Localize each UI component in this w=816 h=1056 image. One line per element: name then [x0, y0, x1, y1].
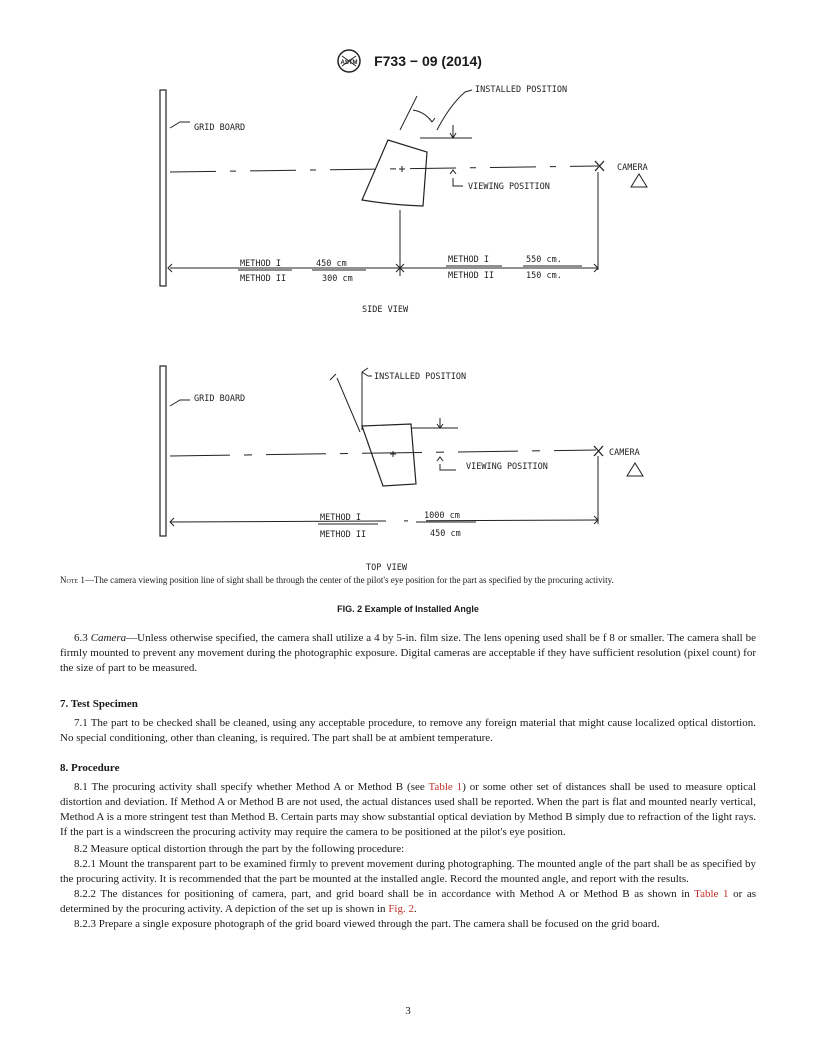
- top-part-center: [390, 451, 396, 457]
- side-part-shape: [362, 140, 427, 206]
- top-grid-board: [160, 366, 166, 536]
- heading-test-specimen: 7. Test Specimen: [60, 698, 138, 710]
- side-camera-warning-icon: [631, 174, 647, 187]
- side-view-diagram: [160, 90, 647, 286]
- side-left-method-2: METHOD II: [240, 274, 287, 284]
- table-1-link-2[interactable]: Table 1: [694, 888, 729, 900]
- paragraph-8-2-2: 8.2.2 The distances for positioning of camera, part, and grid board shall be in accordance with Method A or Method B as shown in Table 1 or as determined by the procuring activity. A depiction of the set up is shown in Fig. 2.: [60, 888, 757, 915]
- side-left-dist-2: 300 cm: [322, 274, 353, 284]
- section-7: [60, 697, 756, 746]
- paragraph-8-1: 8.1 The procuring activity shall specify whether Method A or Method B (see Table 1) or some other set of distances shall be used to measure optical distortion and deviation. If Method A or Method B are not used, the actual distances used shall be reported. When the part is flat and mounted nearly vertical, Method A is a more stringent test than Method B. Certain parts may show substantial optical deviation by Method B simply due to refraction of the light rays. If the part is a windscreen the procuring activity may require the camera to be positioned at the pilot's eye position.: [60, 781, 756, 838]
- top-camera-warning-icon: [627, 463, 643, 476]
- fig-2-link[interactable]: Fig. 2: [388, 903, 414, 915]
- side-installed-position-label: INSTALLED POSITION: [475, 85, 568, 95]
- top-installed-line: [337, 378, 360, 432]
- side-right-dist-1: 550 cm.: [526, 255, 562, 265]
- side-grid-board: [160, 90, 166, 286]
- camera-term: Camera: [90, 632, 127, 644]
- top-sight-line: [170, 450, 596, 456]
- side-installed-line: [400, 96, 417, 130]
- top-view-caption: TOP VIEW: [366, 563, 407, 570]
- side-view-caption: SIDE VIEW: [362, 305, 409, 315]
- top-view-diagram: [160, 366, 643, 536]
- paragraph-8-2-1: 8.2.1 Mount the transparent part to be examined firmly to prevent movement during photographing. The mounted angle of the part shall be as specified by the procuring activity. It is recommended that the part be mounted at the installed angle. Record the mounted angle, and report with the results.: [60, 858, 756, 885]
- side-part-center: [399, 166, 405, 172]
- figure-caption: FIG. 2 Example of Installed Angle: [337, 604, 479, 614]
- paragraph-8-2-3: 8.2.3 Prepare a single exposure photograph of the grid board viewed through the part. The camera shall be focused on the grid board.: [74, 918, 660, 930]
- top-viewing-position-label: VIEWING POSITION: [466, 462, 548, 472]
- side-angle-arc: [413, 110, 432, 122]
- note-label: Note 1: [60, 575, 85, 585]
- side-right-dist-2: 150 cm.: [526, 271, 562, 281]
- paragraph-8-2: 8.2 Measure optical distortion through the part by the following procedure:: [74, 843, 405, 855]
- side-viewing-leader: [450, 170, 463, 186]
- top-method-1: METHOD I: [320, 513, 361, 523]
- note-text: —The camera viewing position line of sight shall be through the center of the pilot's eye position for the part as specified by the procuring activity.: [84, 575, 614, 585]
- heading-procedure: 8. Procedure: [60, 762, 120, 774]
- top-dim-line: [170, 520, 598, 522]
- side-grid-board-leader: [170, 122, 190, 128]
- side-camera-label: CAMERA: [617, 163, 648, 173]
- logo-text: ASTM: [340, 60, 358, 66]
- top-camera-mark: [594, 446, 603, 456]
- page-number: 3: [405, 1005, 411, 1017]
- top-camera-label: CAMERA: [609, 448, 640, 458]
- top-dist-2: 450 cm: [430, 529, 461, 539]
- side-viewing-position-label: VIEWING POSITION: [468, 182, 550, 192]
- figure-note: [60, 575, 756, 586]
- top-installed-position-label: INSTALLED POSITION: [374, 372, 467, 382]
- paragraph-6-3: 6.3 Camera—Unless otherwise specified, the camera shall utilize a 4 by 5-in. film size. The lens opening used shall be f 8 or smaller. The camera shall be firmly mounted to prevent any movement during the photographic exposure. Digital cameras are acceptable if they have sufficient resolution (pixel count) for the size of part to be measured.: [60, 632, 757, 674]
- side-sight-line: [170, 166, 598, 172]
- top-method-2: METHOD II: [320, 530, 367, 540]
- top-dist-1: 1000 cm: [424, 511, 460, 521]
- section-8: [60, 761, 756, 932]
- paragraph-7-1: 7.1 The part to be checked shall be cleaned, using any acceptable procedure, to remove any foreign material that might cause localized optical distortion. No special conditioning, other than cleaning, is required. The part shall be at ambient temperature.: [60, 717, 756, 744]
- side-installed-leader: [437, 90, 472, 130]
- side-right-method-1: METHOD I: [448, 255, 489, 265]
- table-1-link[interactable]: Table 1: [428, 781, 463, 793]
- section-6-3: [60, 631, 756, 676]
- top-grid-board-leader: [170, 400, 190, 406]
- top-grid-board-label: GRID BOARD: [194, 394, 246, 404]
- side-left-dist-1: 450 cm: [316, 259, 347, 269]
- side-left-method-1: METHOD I: [240, 259, 281, 269]
- side-grid-board-label: GRID BOARD: [194, 123, 246, 133]
- side-right-method-2: METHOD II: [448, 271, 495, 281]
- top-viewing-leader: [437, 457, 456, 470]
- document-designation: F733 − 09 (2014): [374, 53, 482, 69]
- top-part-shape: [362, 424, 416, 486]
